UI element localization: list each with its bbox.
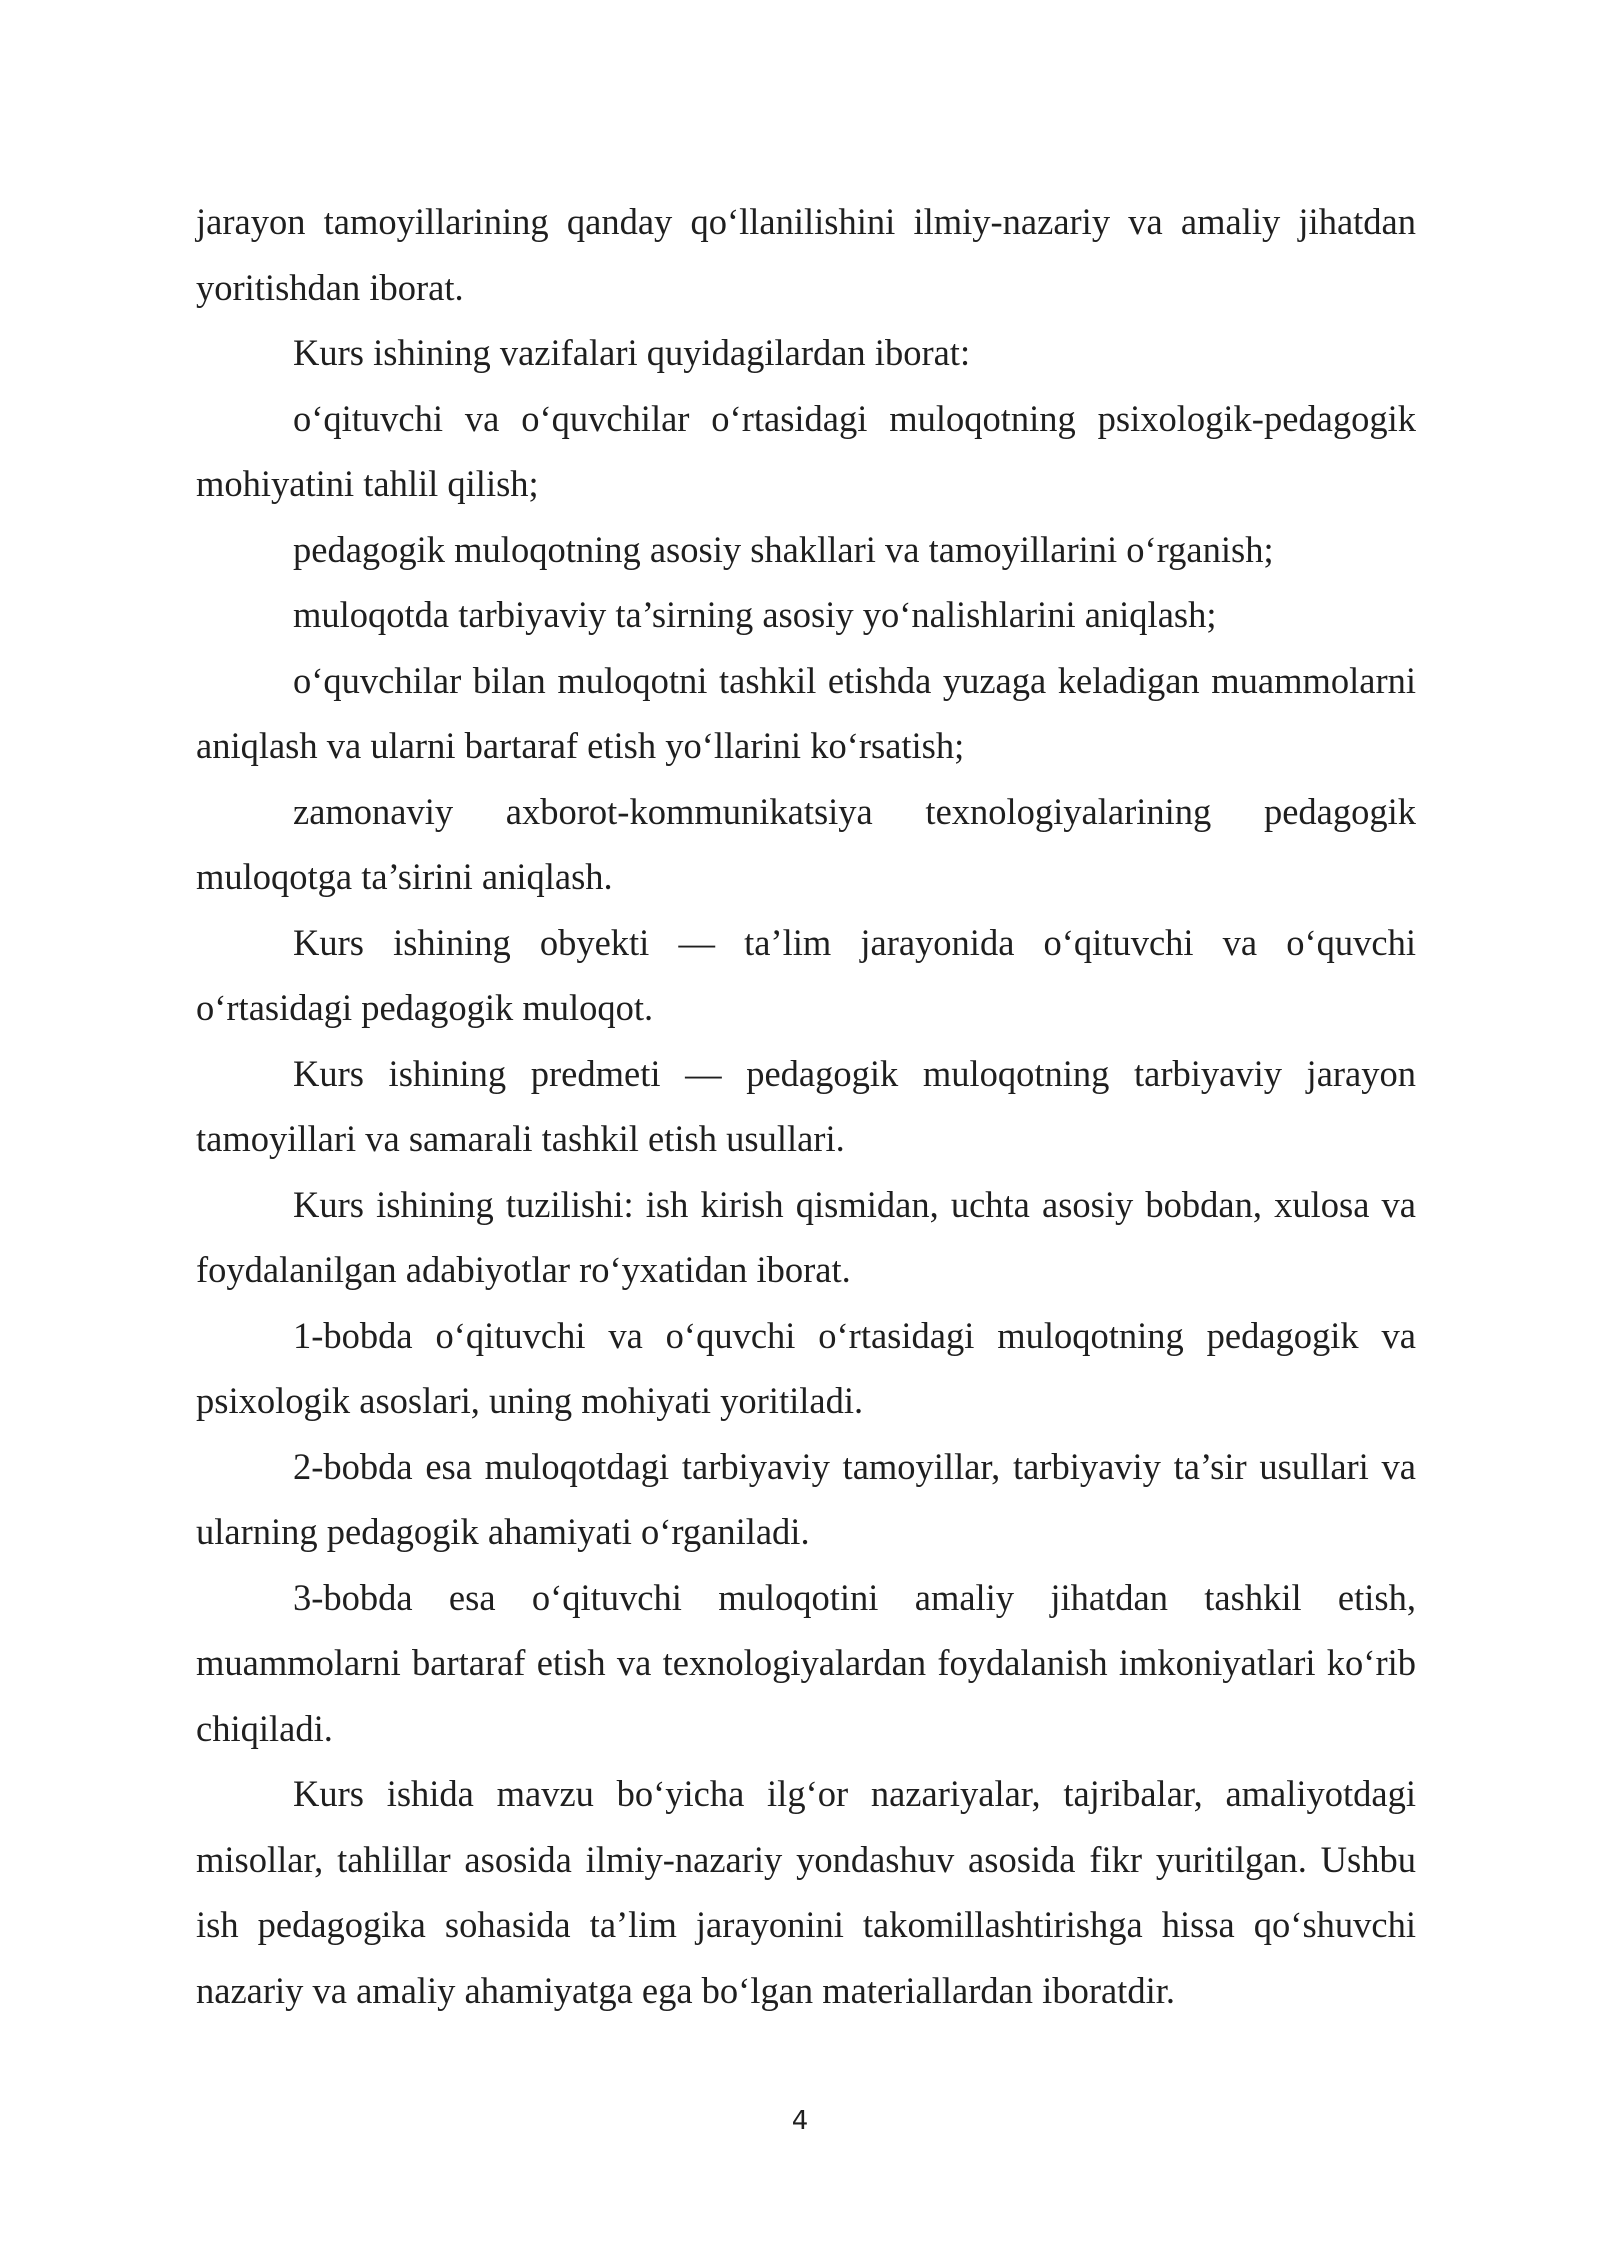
paragraph-continuation: jarayon tamoyillarining qanday qo‘llanilishini ilmiy-nazariy va amaliy jihatdan yoritishdan iborat. <box>196 201 1416 308</box>
paragraph-chapter-2: 2-bobda esa muloqotdagi tarbiyaviy tamoyillar, tarbiyaviy ta’sir usullari va ularning pedagogik ahamiyati o‘rganiladi. <box>196 1445 1416 1552</box>
paragraph-task-5: zamonaviy axborot-kommunikatsiya texnologiyalarining pedagogik muloqotga ta’sirini aniqlash. <box>196 790 1416 897</box>
page-number: 4 <box>791 2106 809 2136</box>
paragraph-task-1: o‘qituvchi va o‘quvchilar o‘rtasidagi muloqotning psixologik-pedagogik mohiyatini tahlil qilish; <box>196 397 1416 504</box>
paragraph-task-3: muloqotda tarbiyaviy ta’sirning asosiy yo‘nalishlarini aniqlash; <box>293 594 1217 635</box>
paragraph-tasks-heading: Kurs ishining vazifalari quyidagilardan iborat: <box>293 332 971 373</box>
paragraph-object: Kurs ishining obyekti — ta’lim jarayonida o‘qituvchi va o‘quvchi o‘rtasidagi pedagogik muloqot. <box>196 921 1416 1028</box>
paragraph-task-2: pedagogik muloqotning asosiy shakllari va tamoyillarini o‘rganish; <box>293 528 1274 570</box>
paragraph-structure: Kurs ishining tuzilishi: ish kirish qismidan, uchta asosiy bobdan, xulosa va foydalanilgan adabiyotlar ro‘yxatidan iborat. <box>196 1183 1416 1290</box>
paragraph-conclusion: Kurs ishida mavzu bo‘yicha ilg‘or nazariyalar, tajribalar, amaliyotdagi misollar, tahlillar asosida ilmiy-nazariy yondashuv asosida fikr yuritilgan. Ushbu ish pedagogika sohasida ta’lim jarayonini takomillashtirishga hissa qo‘shuvchi nazariy va amaliy ahamiyatga ega bo‘lgan materiallardan iboratdir. <box>196 1773 1416 2011</box>
paragraph-subject: Kurs ishining predmeti — pedagogik muloqotning tarbiyaviy jarayon tamoyillari va samarali tashkil etish usullari. <box>196 1052 1416 1159</box>
paragraph-chapter-3: 3-bobda esa o‘qituvchi muloqotini amaliy jihatdan tashkil etish, muammolarni bartaraf etish va texnologiyalardan foydalanish imkoniyatlari ko‘rib chiqiladi. <box>196 1576 1416 1749</box>
document-body <box>196 189 1416 2023</box>
paragraph-chapter-1: 1-bobda o‘qituvchi va o‘quvchi o‘rtasidagi muloqotning pedagogik va psixologik asoslari, uning mohiyati yoritiladi. <box>196 1314 1416 1421</box>
paragraph-task-4: o‘quvchilar bilan muloqotni tashkil etishda yuzaga keladigan muammolarni aniqlash va ularni bartaraf etish yo‘llarini ko‘rsatish; <box>196 659 1416 766</box>
